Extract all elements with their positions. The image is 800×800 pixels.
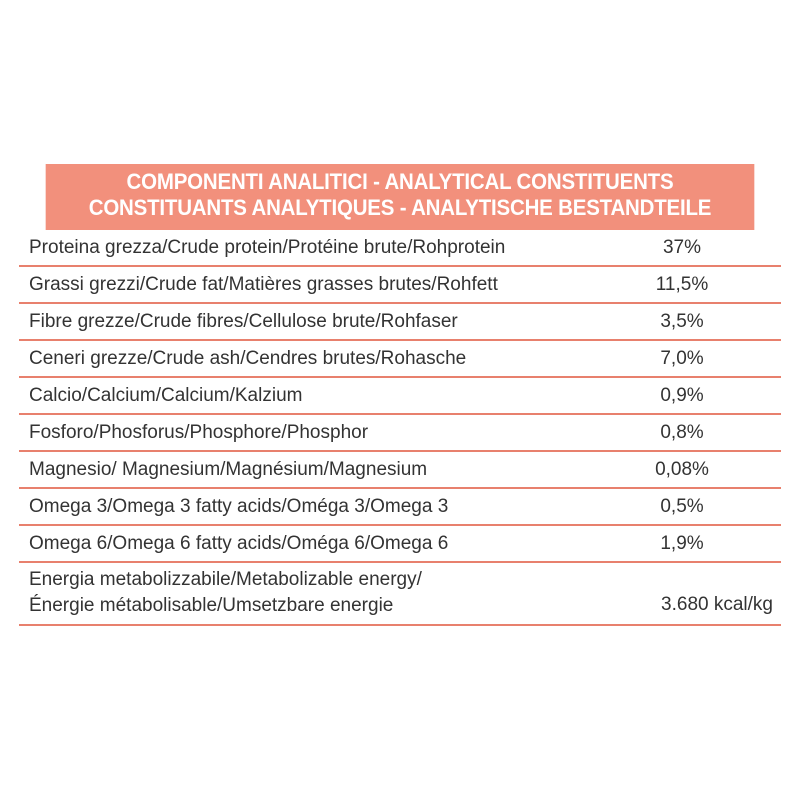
table-row [19, 526, 781, 563]
table-row [19, 378, 781, 415]
energy-label-line-1: Energia metabolizzabile/Metabolizable energy/ [29, 569, 422, 590]
constituent-label: Proteina grezza/Crude protein/Protéine brute/Rohprotein [29, 236, 506, 258]
header-title-line-1: COMPONENTI ANALITICI - ANALYTICAL CONSTITUENTS [126, 169, 674, 194]
constituent-value: 3,5% [660, 310, 704, 332]
table-row [19, 452, 781, 489]
constituent-label: Fibre grezze/Crude fibres/Cellulose brute/Rohfaser [29, 310, 458, 332]
table-body [19, 230, 781, 626]
header-title-line-2: CONSTITUANTS ANALYTIQUES - ANALYTISCHE BESTANDTEILE [88, 195, 712, 220]
table-row [19, 304, 781, 341]
constituent-label: Grassi grezzi/Crude fat/Matières grasses brutes/Rohfett [29, 273, 498, 295]
constituent-value: 0,08% [655, 458, 709, 480]
energy-value: 3.680 kcal/kg [661, 594, 773, 615]
constituent-value: 0,9% [660, 384, 704, 406]
table-row [19, 230, 781, 267]
constituent-value: 1,9% [660, 532, 704, 554]
table-row [19, 341, 781, 378]
constituent-label: Ceneri grezze/Crude ash/Cendres brutes/Rohasche [29, 347, 467, 369]
constituent-label: Omega 3/Omega 3 fatty acids/Oméga 3/Omega 3 [29, 495, 449, 517]
constituent-label: Magnesio/ Magnesium/Magnésium/Magnesium [29, 458, 428, 480]
constituent-value: 7,0% [660, 347, 704, 369]
constituent-value: 11,5% [655, 273, 709, 295]
constituent-label: Omega 6/Omega 6 fatty acids/Oméga 6/Omega 6 [29, 532, 449, 554]
energy-label-line-2: Énergie métabolisable/Umsetzbare energie [29, 595, 394, 616]
table-row [19, 415, 781, 452]
table-header [46, 164, 755, 230]
constituent-value: 0,5% [660, 495, 704, 517]
table-row [19, 489, 781, 526]
table-row [19, 267, 781, 304]
energy-row [19, 563, 781, 626]
constituent-value: 0,8% [660, 421, 704, 443]
analytical-constituents-table [19, 164, 781, 626]
constituent-value: 37% [662, 236, 702, 258]
constituent-label: Fosforo/Phosforus/Phosphore/Phosphor [29, 421, 369, 443]
constituent-label: Calcio/Calcium/Calcium/Kalzium [29, 384, 303, 406]
